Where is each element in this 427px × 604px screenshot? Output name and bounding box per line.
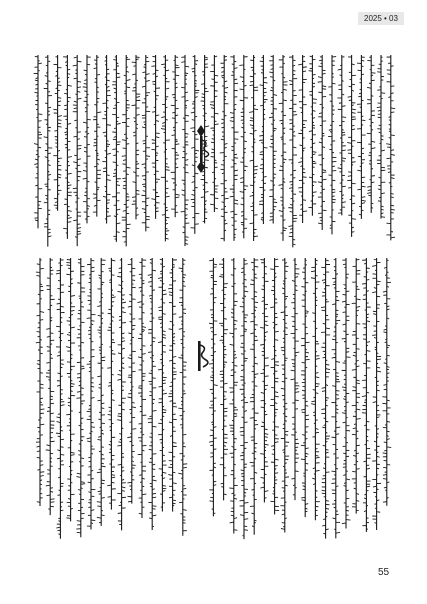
issue-badge: 2025 • 03 — [358, 12, 404, 25]
section-heading-glyph — [198, 341, 208, 371]
page-number: 55 — [378, 567, 390, 578]
section-divider-ornament — [197, 125, 209, 173]
